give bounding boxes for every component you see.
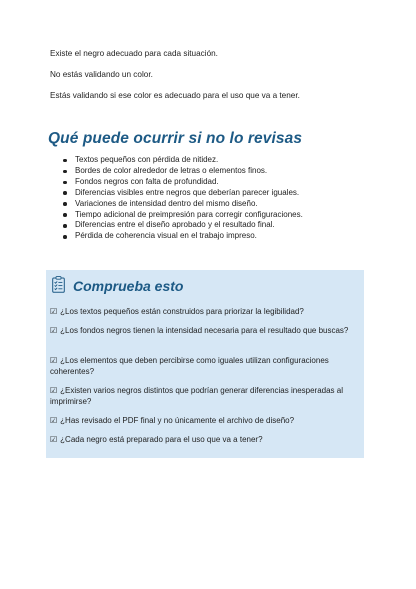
checkbox-icon: ☑	[50, 435, 58, 444]
list-item: Fondos negros con falta de profundidad.	[50, 177, 370, 188]
checkbox-icon: ☑	[50, 307, 58, 316]
checklist-box	[46, 270, 364, 458]
checklist-item	[50, 415, 350, 426]
consequences-list	[50, 155, 370, 242]
section-heading: Qué puede ocurrir si no lo revisas	[48, 130, 303, 147]
intro-line: No estás validando un color.	[50, 70, 153, 79]
checkbox-icon: ☑	[50, 356, 58, 365]
checkbox-icon: ☑	[50, 416, 58, 425]
checklist-item	[50, 385, 350, 407]
list-item: Diferencias entre el diseño aprobado y el resultado final.	[50, 220, 370, 231]
checkbox-icon: ☑	[50, 386, 58, 395]
list-item: Pérdida de coherencia visual en el trabajo impreso.	[50, 231, 370, 242]
list-item: Variaciones de intensidad dentro del mismo diseño.	[50, 199, 370, 210]
list-item: Textos pequeños con pérdida de nitidez.	[50, 155, 370, 166]
intro-line: Existe el negro adecuado para cada situación.	[50, 49, 218, 58]
checklist-item-text: ¿Los fondos negros tienen la intensidad necesaria para el resultado que buscas?	[60, 326, 349, 335]
checklist-item-text: ¿Los textos pequeños están construidos para priorizar la legibilidad?	[60, 307, 304, 316]
list-item: Bordes de color alrededor de letras o elementos finos.	[50, 166, 370, 177]
checkbox-icon: ☑	[50, 326, 58, 335]
list-item: Diferencias visibles entre negros que deberían parecer iguales.	[50, 188, 370, 199]
checklist-item	[50, 325, 350, 336]
checklist-item	[50, 355, 350, 377]
checklist-item-text: ¿Los elementos que deben percibirse como iguales utilizan configuraciones coherentes?	[50, 356, 329, 376]
checklist-item-text: ¿Cada negro está preparado para el uso que va a tener?	[60, 435, 263, 444]
intro-line: Estás validando si ese color es adecuado para el uso que va a tener.	[50, 91, 300, 100]
list-item: Tiempo adicional de preimpresión para corregir configuraciones.	[50, 210, 370, 221]
checklist-item	[50, 434, 350, 445]
checklist-item-text: ¿Existen varios negros distintos que podrían generar diferencias inesperadas al imprimirse?	[50, 386, 343, 406]
clipboard-checklist-icon	[52, 276, 65, 293]
checklist-title: Comprueba esto	[73, 278, 184, 294]
checklist-item-text: ¿Has revisado el PDF final y no únicamente el archivo de diseño?	[60, 416, 295, 425]
checklist-item	[50, 306, 350, 317]
